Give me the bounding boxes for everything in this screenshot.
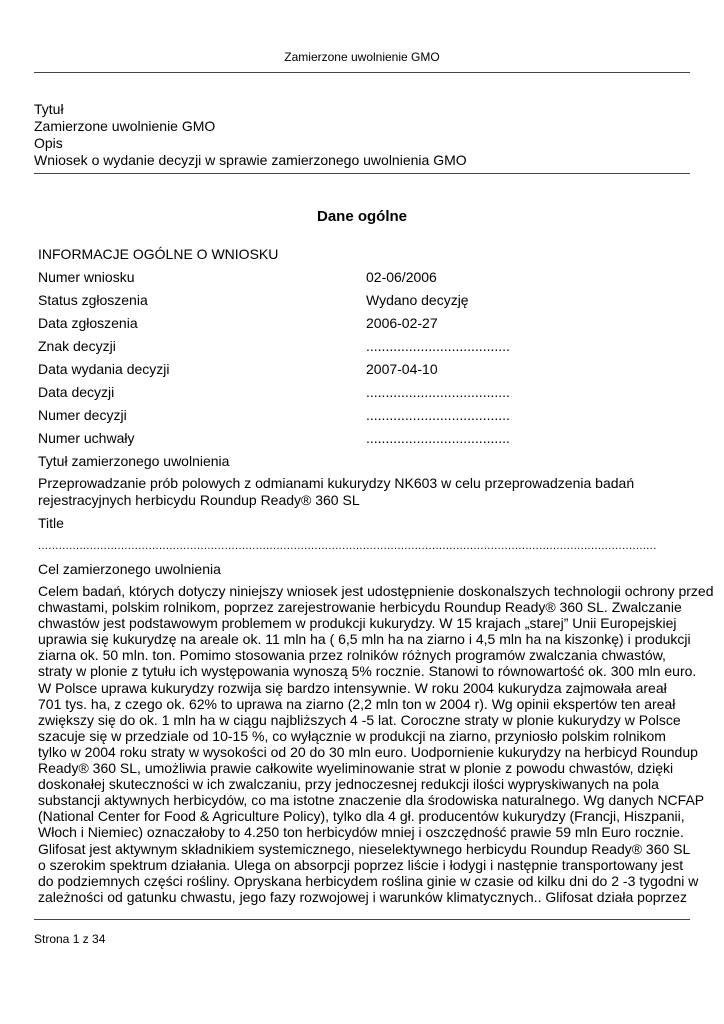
info-row [38, 292, 690, 309]
section-heading: Dane ogólne [316, 208, 407, 225]
info-row [38, 384, 690, 401]
purpose-line: Ready® 360 SL, umożliwia prawie całkowite wyeliminowanie strat w plonie z powodu chwastów, dzięki [38, 760, 674, 777]
info-row-label: Numer decyzji [38, 407, 127, 423]
info-row-value: 2007-04-10 [366, 361, 438, 377]
info-row [38, 269, 690, 286]
info-row-label: Numer wniosku [38, 269, 135, 285]
info-row-value: 02-06/2006 [366, 269, 437, 285]
purpose-label: Cel zamierzonego uwolnienia [38, 561, 221, 577]
purpose-line: Włoch i Niemiec) oznaczałoby to 4.250 ton herbicydów mniej i oszczędność prawie 59 mln Euro rocznie. [38, 824, 684, 841]
info-row-label: Numer uchwały [38, 430, 135, 446]
title-en-label: Title [38, 515, 64, 531]
purpose-line: chwastów jest podstawowym problemem w produkcji kukurydzy. W 15 krajach „starej” Unii Europejskiej [38, 615, 677, 632]
info-row [38, 315, 690, 332]
info-row-value: ..................................... [366, 407, 510, 423]
purpose-line: szacuje się w przedziale od 10-15 %, co wyłącznie w produkcji na ziarno, przyniosło polskim rolnikom [38, 727, 666, 744]
footer-divider [34, 919, 690, 920]
info-row-label: Znak decyzji [38, 338, 116, 354]
title-en-value: ................................................................................................................................................................................... [38, 541, 657, 551]
info-heading: INFORMACJE OGÓLNE O WNIOSKU [38, 246, 279, 262]
purpose-line: ziarna ok. 50 mln. ton. Pomimo stosowania przez rolników różnych programów zwalczania chwastów, [38, 647, 666, 664]
info-row-value: 2006-02-27 [366, 315, 438, 331]
info-row [38, 407, 690, 424]
purpose-line: zależności od gatunku chwastu, jego fazy rozwojowej i warunków klimatycznych.. Glifosat działa poprzez [38, 888, 687, 905]
info-row-label: Status zgłoszenia [38, 292, 148, 308]
info-row-label: Data decyzji [38, 384, 115, 400]
meta-title-value: Zamierzone uwolnienie GMO [34, 118, 216, 134]
purpose-line: doskonałej skuteczności w ich zwalczaniu, przy jednoczesnej redukcji ilości wypryskiwanych na pola [38, 776, 659, 793]
purpose-line: straty w plonie z tytułu ich występowania wynoszą 5% rocznie. Stanowi to równowartość ok. 300 mln euro. [38, 663, 697, 680]
info-row-value: ..................................... [366, 338, 510, 354]
info-row [38, 430, 690, 447]
document-meta [34, 101, 467, 169]
meta-divider [34, 173, 690, 174]
page-number: Strona 1 z 34 [34, 932, 106, 946]
purpose-line: chwastami, polskim rolnikom, poprzez zarejestrowanie herbicydu Roundup Ready® 360 SL. Zwalczanie [38, 599, 682, 616]
meta-desc-value: Wniosek o wydanie decyzji w sprawie zamierzonego uwolnienia GMO [34, 152, 467, 168]
header-divider [34, 72, 690, 73]
info-row-value: ..................................... [366, 430, 510, 446]
purpose-line: uprawia się kukurydzę na areale ok. 11 mln ha ( 6,5 mln ha na ziarno i 4,5 mln ha na kiszonkę) i produkcji [38, 631, 691, 648]
info-row [38, 338, 690, 355]
purpose-line: Glifosat jest aktywnym składnikiem systemicznego, nieselektywnego herbicydu Roundup Ready® 360 SL [38, 840, 691, 857]
page-header-title: Zamierzone uwolnienie GMO [284, 50, 440, 64]
purpose-line: Celem badań, których dotyczy niniejszy wniosek jest udostępnienie doskonalszych technologii ochrony przed [38, 583, 714, 599]
release-title-line: rejestracyjnych herbicydu Roundup Ready® 360 SL [38, 492, 360, 508]
purpose-line: 701 tys. ha, z czego ok. 62% to uprawa na ziarno (2,2 mln ton w 2004 r). Wg opinii ekspertów ten areał [38, 695, 676, 712]
purpose-line: substancji aktywnych herbicydów, co ma istotne znaczenie dla środowiska naturalnego. Wg danych NCFAP [38, 792, 705, 809]
meta-desc-label: Opis [34, 135, 63, 151]
purpose-line: zwiększy się do ok. 1 mln ha w ciągu najbliższych 4 -5 lat. Coroczne straty w plonie kukurydzy w Polsce [38, 711, 681, 728]
info-row-label: Data wydania decyzji [38, 361, 170, 377]
info-row-value: Wydano decyzję [366, 292, 469, 308]
purpose-line: (National Center for Food & Agriculture Policy), tylko dla 4 gł. producentów kukurydzy (Francji, Hiszpanii, [38, 808, 685, 825]
info-row-label: Data zgłoszenia [38, 315, 138, 331]
info-row [38, 361, 690, 378]
release-title-label: Tytuł zamierzonego uwolnienia [38, 453, 230, 469]
purpose-line: o szerokim spektrum działania. Ulega on absorpcji poprzez liście i łodygi i następnie transportowany jest [38, 856, 684, 873]
info-row-value: ..................................... [366, 384, 510, 400]
purpose-line: tylko w 2004 roku straty w wysokości od 20 do 30 mln euro. Uodpornienie kukurydzy na herbicyd Roundup [38, 743, 698, 760]
purpose-line: do podziemnych części rośliny. Opryskana herbicydem roślina ginie w czasie od kilku dni do 2 -3 tygodni w [38, 872, 699, 889]
purpose-paragraph [38, 583, 714, 905]
release-title-line: Przeprowadzanie prób polowych z odmianami kukurydzy NK603 w celu przeprowadzenia badań [38, 475, 635, 491]
purpose-line: W Polsce uprawa kukurydzy rozwija się bardzo intensywnie. W roku 2004 kukurydza zajmowała areał [38, 679, 667, 696]
meta-title-label: Tytuł [34, 101, 64, 117]
